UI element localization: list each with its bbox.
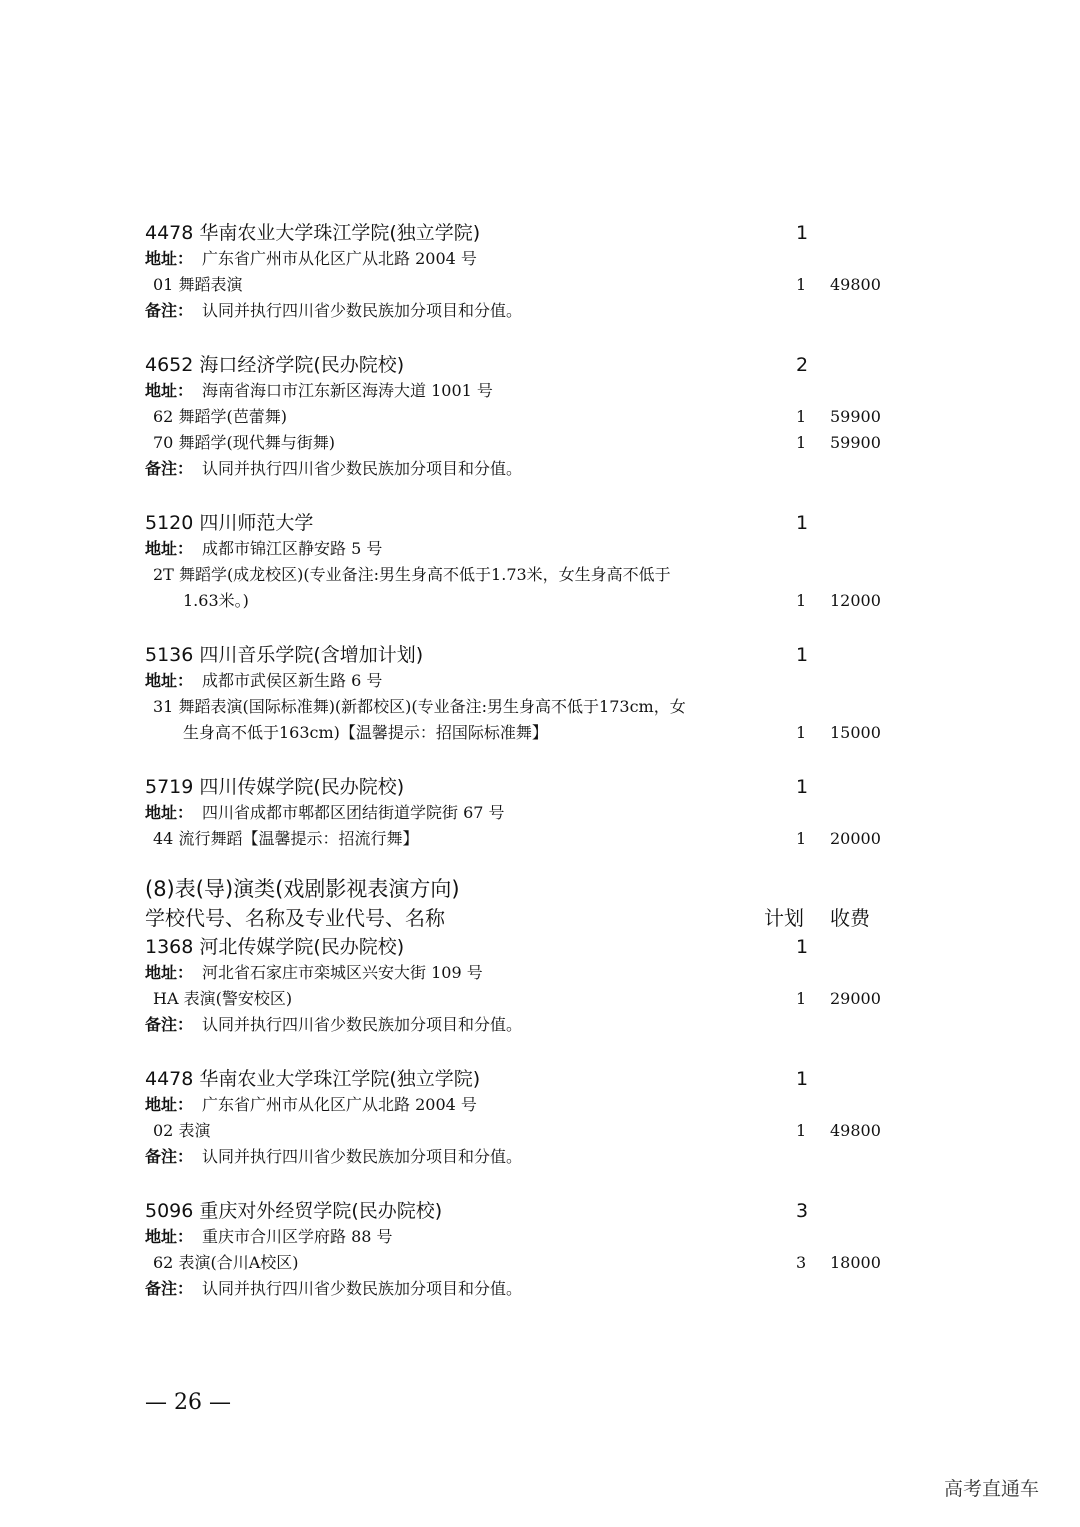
school-code-name: 5719 四川传媒学院(民办院校) <box>145 776 405 798</box>
school-note <box>0 456 1080 482</box>
major-fee: 12000 <box>830 591 881 610</box>
school-header <box>0 352 1080 378</box>
address-label: 地址： <box>145 671 194 690</box>
note-label: 备注： <box>145 1279 194 1298</box>
address-text: 四川省成都市郫都区团结街道学院街 67 号 <box>202 803 505 822</box>
note-text: 认同并执行四川省少数民族加分项目和分值。 <box>202 1015 523 1034</box>
address-label: 地址： <box>145 803 194 822</box>
note-label: 备注： <box>145 301 194 320</box>
school-address <box>0 536 1080 562</box>
watermark: 高考直通车 <box>944 1478 1040 1500</box>
note-text: 认同并执行四川省少数民族加分项目和分值。 <box>202 1279 523 1298</box>
school-note <box>0 1012 1080 1038</box>
school-plan: 1 <box>796 644 809 666</box>
major-row <box>0 826 1080 852</box>
school-address <box>0 800 1080 826</box>
address-label: 地址： <box>145 381 194 400</box>
major-name: 62 表演(合川A校区) <box>153 1253 299 1272</box>
major-fee: 15000 <box>830 723 881 742</box>
school-address <box>0 960 1080 986</box>
major-plan: 1 <box>796 723 807 742</box>
major-name: 70 舞蹈学(现代舞与街舞) <box>153 433 335 452</box>
school-header <box>0 220 1080 246</box>
school-code-name: 5096 重庆对外经贸学院(民办院校) <box>145 1200 443 1222</box>
address-label: 地址： <box>145 963 194 982</box>
major-row <box>0 404 1080 430</box>
major-plan: 3 <box>796 1253 807 1272</box>
major-name: 62 舞蹈学(芭蕾舞) <box>153 407 287 426</box>
school-header <box>0 1066 1080 1092</box>
school-address <box>0 668 1080 694</box>
column-header <box>0 904 1080 932</box>
school-header <box>0 1198 1080 1224</box>
major-plan: 1 <box>796 989 807 1008</box>
major-fee: 18000 <box>830 1253 881 1272</box>
address-label: 地址： <box>145 1095 194 1114</box>
school-header <box>0 774 1080 800</box>
school-code-name: 4652 海口经济学院(民办院校) <box>145 354 405 376</box>
major-row <box>0 1118 1080 1144</box>
page-number: — 26 — <box>145 1390 231 1415</box>
note-label: 备注： <box>145 459 194 478</box>
major-row <box>0 1250 1080 1276</box>
school-plan: 1 <box>796 512 809 534</box>
section-title-text: (8)表(导)演类(戏剧影视表演方向) <box>145 877 460 901</box>
major-fee: 29000 <box>830 989 881 1008</box>
major-fee: 49800 <box>830 275 881 294</box>
major-plan: 1 <box>796 407 807 426</box>
address-text: 广东省广州市从化区广从北路 2004 号 <box>202 249 477 268</box>
section-title <box>0 874 1080 904</box>
address-label: 地址： <box>145 1227 194 1246</box>
school-address <box>0 1092 1080 1118</box>
major-row <box>0 694 1080 720</box>
school-address <box>0 378 1080 404</box>
school-code-name: 5120 四川师范大学 <box>145 512 314 534</box>
school-note <box>0 298 1080 324</box>
address-text: 海南省海口市江东新区海涛大道 1001 号 <box>202 381 493 400</box>
major-name: 01 舞蹈表演 <box>153 275 243 294</box>
address-text: 广东省广州市从化区广从北路 2004 号 <box>202 1095 477 1114</box>
major-plan: 1 <box>796 275 807 294</box>
address-text: 成都市锦江区静安路 5 号 <box>202 539 383 558</box>
school-plan: 1 <box>796 1068 809 1090</box>
school-code-name: 1368 河北传媒学院(民办院校) <box>145 936 405 958</box>
column-plan-header: 计划 <box>764 906 804 930</box>
major-plan: 1 <box>796 433 807 452</box>
major-fee: 49800 <box>830 1121 881 1140</box>
school-plan: 1 <box>796 222 809 244</box>
major-plan: 1 <box>796 591 807 610</box>
major-row <box>0 986 1080 1012</box>
major-plan: 1 <box>796 1121 807 1140</box>
school-header <box>0 934 1080 960</box>
school-header <box>0 642 1080 668</box>
major-row <box>0 720 1080 746</box>
major-name: 2T 舞蹈学(成龙校区)(专业备注:男生身高不低于1.73米，女生身高不低于 <box>153 565 671 584</box>
school-note <box>0 1276 1080 1302</box>
school-plan: 1 <box>796 936 809 958</box>
address-label: 地址： <box>145 539 194 558</box>
school-header <box>0 510 1080 536</box>
major-name: 1.63米。) <box>183 591 249 610</box>
address-label: 地址： <box>145 249 194 268</box>
major-row <box>0 588 1080 614</box>
address-text: 成都市武侯区新生路 6 号 <box>202 671 383 690</box>
school-plan: 1 <box>796 776 809 798</box>
note-text: 认同并执行四川省少数民族加分项目和分值。 <box>202 301 523 320</box>
note-text: 认同并执行四川省少数民族加分项目和分值。 <box>202 459 523 478</box>
major-name: 44 流行舞蹈【温馨提示：招流行舞】 <box>153 829 419 848</box>
school-address <box>0 1224 1080 1250</box>
major-name: 生身高不低于163cm)【温馨提示：招国际标准舞】 <box>183 723 548 742</box>
address-text: 重庆市合川区学府路 88 号 <box>202 1227 393 1246</box>
major-row <box>0 272 1080 298</box>
major-fee: 20000 <box>830 829 881 848</box>
school-address <box>0 246 1080 272</box>
address-text: 河北省石家庄市栾城区兴安大街 109 号 <box>202 963 483 982</box>
school-plan: 3 <box>796 1200 809 1222</box>
school-note <box>0 1144 1080 1170</box>
major-name: 31 舞蹈表演(国际标准舞)(新都校区)(专业备注:男生身高不低于173cm，女 <box>153 697 686 716</box>
note-text: 认同并执行四川省少数民族加分项目和分值。 <box>202 1147 523 1166</box>
major-fee: 59900 <box>830 407 881 426</box>
column-fee-header: 收费 <box>830 906 870 930</box>
school-code-name: 4478 华南农业大学珠江学院(独立学院) <box>145 222 481 244</box>
school-code-name: 5136 四川音乐学院(含增加计划) <box>145 644 424 666</box>
note-label: 备注： <box>145 1015 194 1034</box>
major-plan: 1 <box>796 829 807 848</box>
major-row <box>0 562 1080 588</box>
school-plan: 2 <box>796 354 809 376</box>
major-row <box>0 430 1080 456</box>
major-name: 02 表演 <box>153 1121 211 1140</box>
major-fee: 59900 <box>830 433 881 452</box>
school-code-name: 4478 华南农业大学珠江学院(独立学院) <box>145 1068 481 1090</box>
major-name: HA 表演(警安校区) <box>153 989 293 1008</box>
note-label: 备注： <box>145 1147 194 1166</box>
column-name-header: 学校代号、名称及专业代号、名称 <box>145 906 445 930</box>
